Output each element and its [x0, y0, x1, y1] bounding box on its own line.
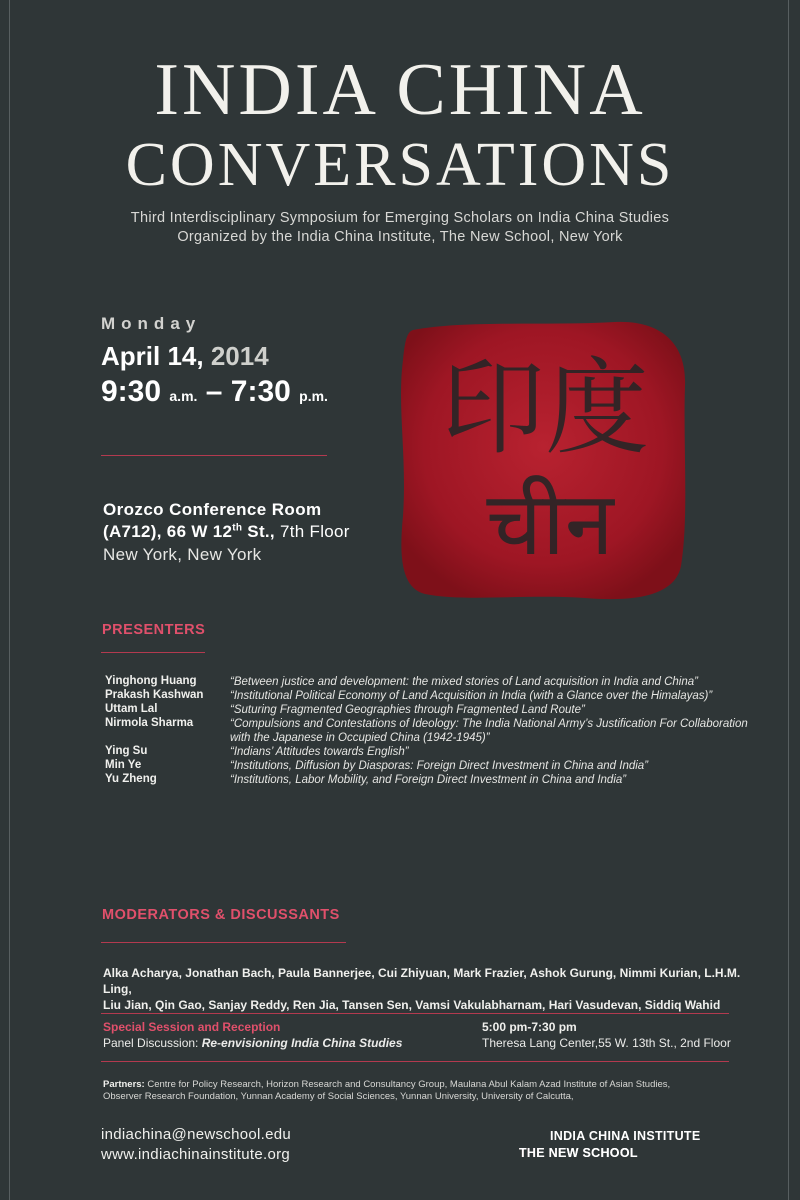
moderators-heading: MODERATORS & DISCUSSANTS [102, 907, 340, 923]
india-china-seal [395, 316, 691, 604]
venue-city: New York, New York [103, 545, 262, 564]
moderators-line-2: Liu Jian, Qin Gao, Sanjay Reddy, Ren Jia, Tansen Sen, Vamsi Vakulabharnam, Hari Vasudevan, Siddiq Wahid [103, 998, 721, 1012]
presenter-talk: “Between justice and development: the mixed stories of Land acquisition in India and China” [230, 676, 698, 688]
contact-website-link[interactable]: www.indiachinainstitute.org [101, 1146, 291, 1163]
presenter-name: Uttam Lal [105, 703, 158, 715]
presenter-talk: “Institutions, Labor Mobility, and Foreign Direct Investment in China and India” [230, 774, 627, 786]
presenter-talk: “Indians’ Attitudes towards English” [230, 746, 409, 758]
date-divider [101, 455, 327, 456]
presenter-talk: “Compulsions and Contestations of Ideology: The India National Army’s Justification For Collaboration with the Japanese in Occupied China (1942-1945)” [230, 718, 748, 744]
event-day: Monday [101, 314, 202, 333]
special-session-title: Special Session and Reception [103, 1020, 281, 1034]
special-session-desc [103, 1036, 402, 1050]
venue-address-prefix: (A712), 66 W 12 [103, 522, 233, 541]
seal-chars-bottom: चीन [486, 472, 614, 575]
title-line-2: CONVERSATIONS [125, 131, 675, 199]
special-session-place: Theresa Lang Center,55 W. 13th St., 2nd Floor [482, 1036, 731, 1050]
venue-floor: 7th Floor [274, 522, 350, 541]
venue-address-sup: th [232, 522, 243, 534]
presenter-name: Prakash Kashwan [105, 689, 204, 701]
institute-logo-line-2: THE NEW SCHOOL [519, 1146, 638, 1160]
time-separator: – [205, 375, 223, 408]
presenter-name: Yu Zheng [105, 773, 157, 785]
special-bottom-divider [101, 1061, 729, 1062]
title-line-1: INDIA CHINA [154, 49, 646, 131]
time-start-ampm: a.m. [169, 388, 198, 404]
partners-label: Partners: [103, 1079, 145, 1090]
presenters-divider [101, 652, 205, 653]
special-desc-prefix: Panel Discussion: [103, 1036, 202, 1050]
special-session-time: 5:00 pm-7:30 pm [482, 1020, 577, 1034]
presenter-talk: “Suturing Fragmented Geographies through Fragmented Land Route” [230, 704, 585, 716]
event-date-month: April 14, [101, 341, 204, 371]
event-time [101, 375, 328, 409]
moderators-line-1: Alka Acharya, Jonathan Bach, Paula Bannerjee, Cui Zhiyuan, Mark Frazier, Ashok Gurung, Nimmi Kurian, L.H.M. Ling, [103, 966, 741, 996]
subtitle-line-2: Organized by the India China Institute, The New School, New York [177, 229, 623, 245]
subtitle-line-1: Third Interdisciplinary Symposium for Emerging Scholars on India China Studies [130, 210, 670, 226]
moderators-divider [101, 942, 346, 943]
venue-address [103, 522, 350, 542]
time-end-ampm: p.m. [299, 388, 328, 404]
special-desc-title: Re-envisioning India China Studies [201, 1036, 403, 1050]
presenter-talk: “Institutional Political Economy of Land Acquisition in India (with a Glance over the Himalayas)” [230, 690, 713, 702]
venue-address-st: St., [242, 522, 275, 541]
institute-logo-line-1: INDIA CHINA INSTITUTE [550, 1129, 701, 1143]
partners-block [103, 1079, 753, 1103]
presenter-name: Ying Su [105, 745, 148, 757]
event-date [101, 341, 269, 372]
time-start: 9:30 [101, 375, 162, 408]
presenter-name: Min Ye [105, 759, 142, 771]
partners-line-1: Centre for Policy Research, Horizon Research and Consultancy Group, Maulana Abul Kalam Azad Institute of Asian Studies, [144, 1079, 671, 1090]
event-year: 2014 [210, 341, 269, 371]
time-end: 7:30 [230, 375, 291, 408]
seal-chars-top: 印度 [440, 347, 650, 469]
presenters-heading: PRESENTERS [102, 622, 206, 638]
moderators-list [103, 965, 763, 1013]
contact-email-link[interactable]: indiachina@newschool.edu [101, 1126, 292, 1143]
presenter-name: Nirmola Sharma [105, 717, 194, 729]
presenter-talk: “Institutions, Diffusion by Diasporas: Foreign Direct Investment in China and India” [230, 760, 649, 772]
partners-line-2: Observer Research Foundation, Yunnan Academy of Social Sciences, Yunnan University, University of Calcutta, [103, 1091, 574, 1102]
presenter-name: Yinghong Huang [105, 675, 197, 687]
venue-room: Orozco Conference Room [103, 500, 322, 519]
special-top-divider [101, 1013, 729, 1014]
